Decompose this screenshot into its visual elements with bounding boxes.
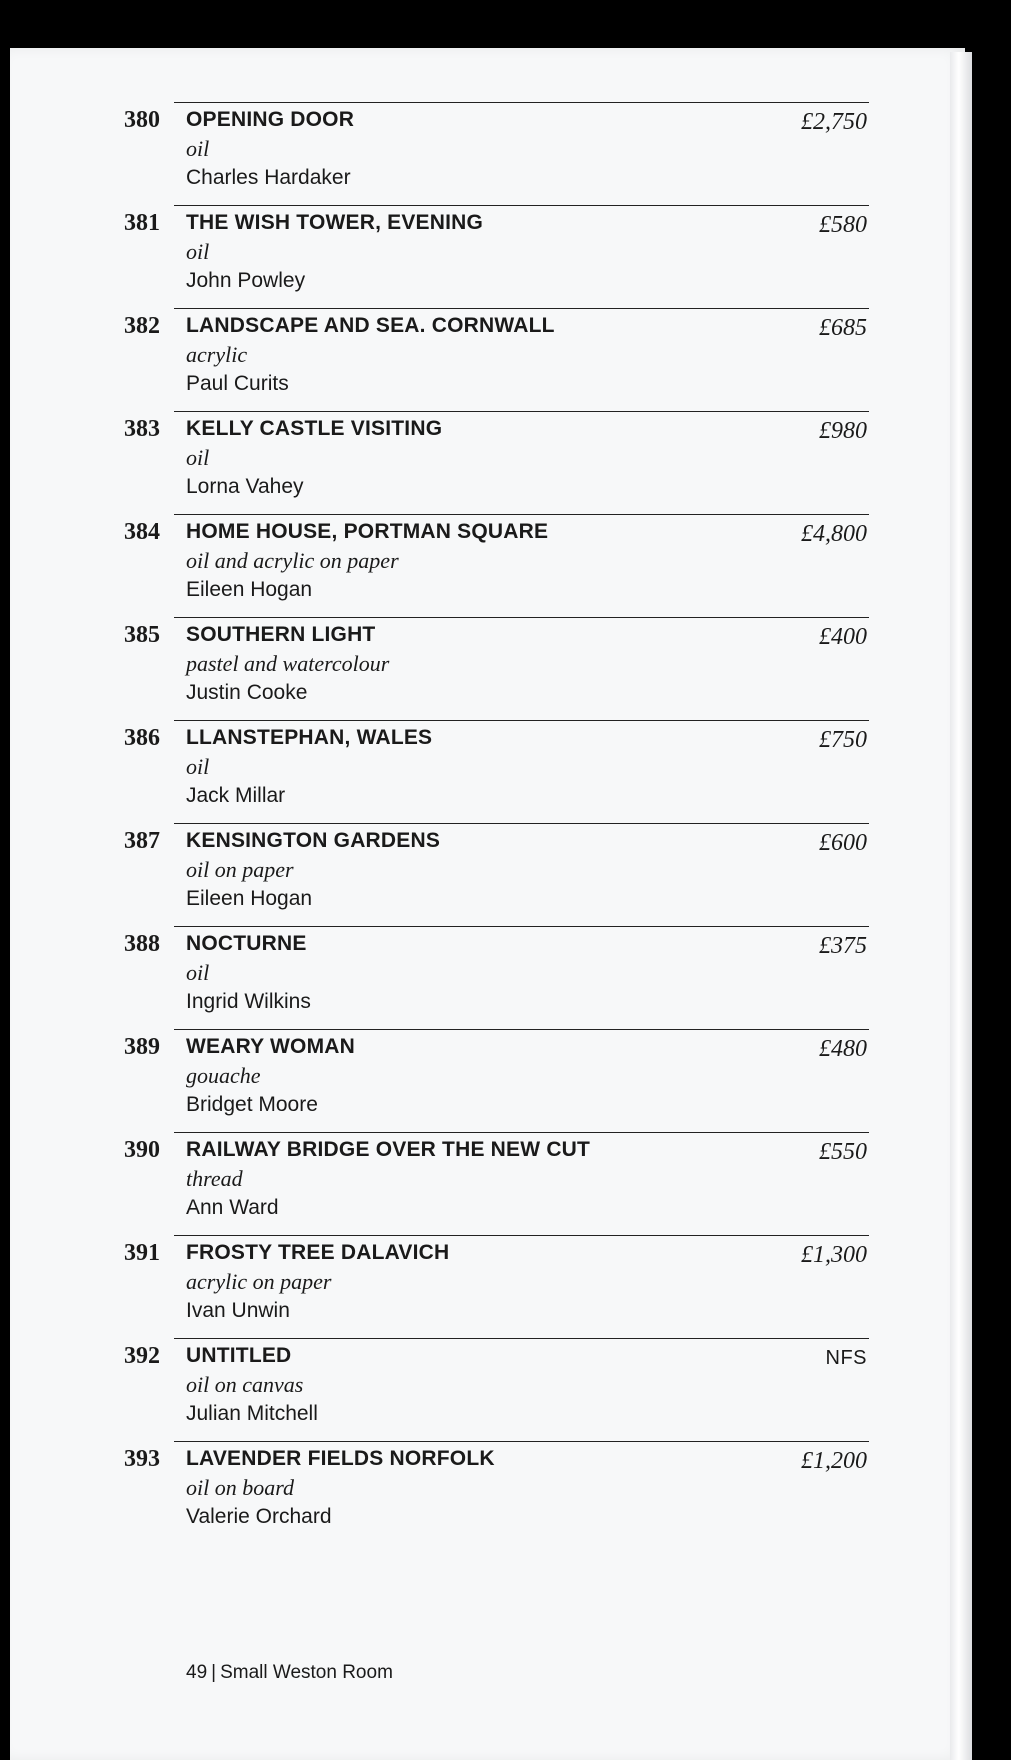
footer-separator: | [211, 1662, 217, 1683]
entry-medium: oil on board [186, 1475, 294, 1500]
catalogue-entry [0, 1185, 955, 1322]
catalogue-entry [0, 979, 955, 1116]
entry-medium: oil [186, 445, 210, 470]
entry-number: 380 [124, 107, 160, 133]
entry-medium: acrylic on paper [186, 1269, 332, 1294]
catalogue-entry [0, 670, 955, 807]
entry-divider [174, 1029, 869, 1030]
entry-number: 381 [124, 210, 160, 236]
entry-medium: oil [186, 239, 210, 264]
entry-divider [174, 514, 869, 515]
entry-title: UNTITLED [186, 1344, 292, 1367]
catalogue-entry [0, 258, 955, 395]
section-name: Small Weston Room [220, 1662, 393, 1683]
entry-title: FROSTY TREE DALAVICH [186, 1241, 450, 1264]
page-number: 49 [186, 1662, 208, 1683]
entry-price: £375 [819, 933, 867, 959]
entry-number: 393 [124, 1446, 160, 1472]
entry-artist: Ivan Unwin [186, 1299, 290, 1322]
entry-title: RAILWAY BRIDGE OVER THE NEW CUT [186, 1138, 591, 1161]
page-footer [186, 1662, 393, 1684]
entry-medium: gouache [186, 1063, 261, 1088]
entry-medium: oil [186, 136, 210, 161]
entry-divider [174, 205, 869, 206]
entry-number: 386 [124, 725, 160, 751]
catalogue-entry [0, 1082, 955, 1219]
entry-price: £600 [819, 830, 867, 856]
entry-artist: Ingrid Wilkins [186, 990, 311, 1013]
entry-divider [174, 617, 869, 618]
entry-title: KELLY CASTLE VISITING [186, 417, 443, 440]
entry-artist: Julian Mitchell [186, 1402, 318, 1425]
entry-title: LLANSTEPHAN, WALES [186, 726, 433, 749]
catalogue-entry [0, 1288, 955, 1425]
entry-price: £685 [819, 315, 867, 341]
entry-divider [174, 411, 869, 412]
entry-price: £1,200 [801, 1448, 867, 1474]
catalogue-entry [0, 1391, 955, 1528]
entry-number: 387 [124, 828, 160, 854]
entry-price: £480 [819, 1036, 867, 1062]
entry-price: £550 [819, 1139, 867, 1165]
entry-artist: Paul Curits [186, 372, 289, 395]
entry-title: LAVENDER FIELDS NORFOLK [186, 1447, 495, 1470]
entry-artist: Lorna Vahey [186, 475, 304, 498]
entry-medium: acrylic [186, 342, 248, 367]
entry-divider [174, 1338, 869, 1339]
entry-divider [174, 1235, 869, 1236]
entry-artist: Justin Cooke [186, 681, 308, 704]
entry-medium: oil on paper [186, 857, 294, 882]
entry-medium: pastel and watercolour [186, 651, 390, 676]
entry-medium: thread [186, 1166, 243, 1191]
entry-title: KENSINGTON GARDENS [186, 829, 441, 852]
catalogue-entry [0, 155, 955, 292]
entry-title: SOUTHERN LIGHT [186, 623, 376, 646]
entry-number: 391 [124, 1240, 160, 1266]
catalogue-entry [0, 464, 955, 601]
catalogue-entry [0, 876, 955, 1013]
entry-number: 392 [124, 1343, 160, 1369]
entry-artist: Eileen Hogan [186, 578, 313, 601]
entry-number: 383 [124, 416, 160, 442]
entry-artist: John Powley [186, 269, 306, 292]
entry-price: NFS [825, 1347, 867, 1369]
entry-title: WEARY WOMAN [186, 1035, 356, 1058]
entry-artist: Valerie Orchard [186, 1505, 332, 1528]
entry-number: 385 [124, 622, 160, 648]
entry-divider [174, 308, 869, 309]
entry-title: NOCTURNE [186, 932, 307, 955]
entry-medium: oil [186, 960, 210, 985]
entry-divider [174, 926, 869, 927]
entry-medium: oil on canvas [186, 1372, 304, 1397]
entry-title: THE WISH TOWER, EVENING [186, 211, 484, 234]
catalogue-entry [0, 361, 955, 498]
entry-artist: Charles Hardaker [186, 166, 351, 189]
entry-title: OPENING DOOR [186, 108, 355, 131]
entry-artist: Eileen Hogan [186, 887, 313, 910]
entry-artist: Jack Millar [186, 784, 286, 807]
entry-medium: oil and acrylic on paper [186, 548, 399, 573]
entry-artist: Ann Ward [186, 1196, 279, 1219]
entry-number: 389 [124, 1034, 160, 1060]
entry-price: £1,300 [801, 1242, 867, 1268]
entry-title: LANDSCAPE AND SEA. CORNWALL [186, 314, 555, 337]
entry-divider [174, 102, 869, 103]
entry-divider [174, 1441, 869, 1442]
entry-divider [174, 823, 869, 824]
entry-number: 382 [124, 313, 160, 339]
entry-title: HOME HOUSE, PORTMAN SQUARE [186, 520, 549, 543]
entry-artist: Bridget Moore [186, 1093, 318, 1116]
entry-medium: oil [186, 754, 210, 779]
entry-price: £980 [819, 418, 867, 444]
catalogue-entry [0, 773, 955, 910]
catalogue-entries [0, 52, 955, 1528]
entry-divider [174, 720, 869, 721]
catalogue-entry [0, 52, 955, 189]
entry-number: 388 [124, 931, 160, 957]
catalogue-entry [0, 567, 955, 704]
entry-price: £580 [819, 212, 867, 238]
entry-number: 390 [124, 1137, 160, 1163]
entry-price: £400 [819, 624, 867, 650]
entry-price: £2,750 [801, 109, 867, 135]
entry-divider [174, 1132, 869, 1133]
entry-price: £750 [819, 727, 867, 753]
entry-price: £4,800 [801, 521, 867, 547]
entry-number: 384 [124, 519, 160, 545]
